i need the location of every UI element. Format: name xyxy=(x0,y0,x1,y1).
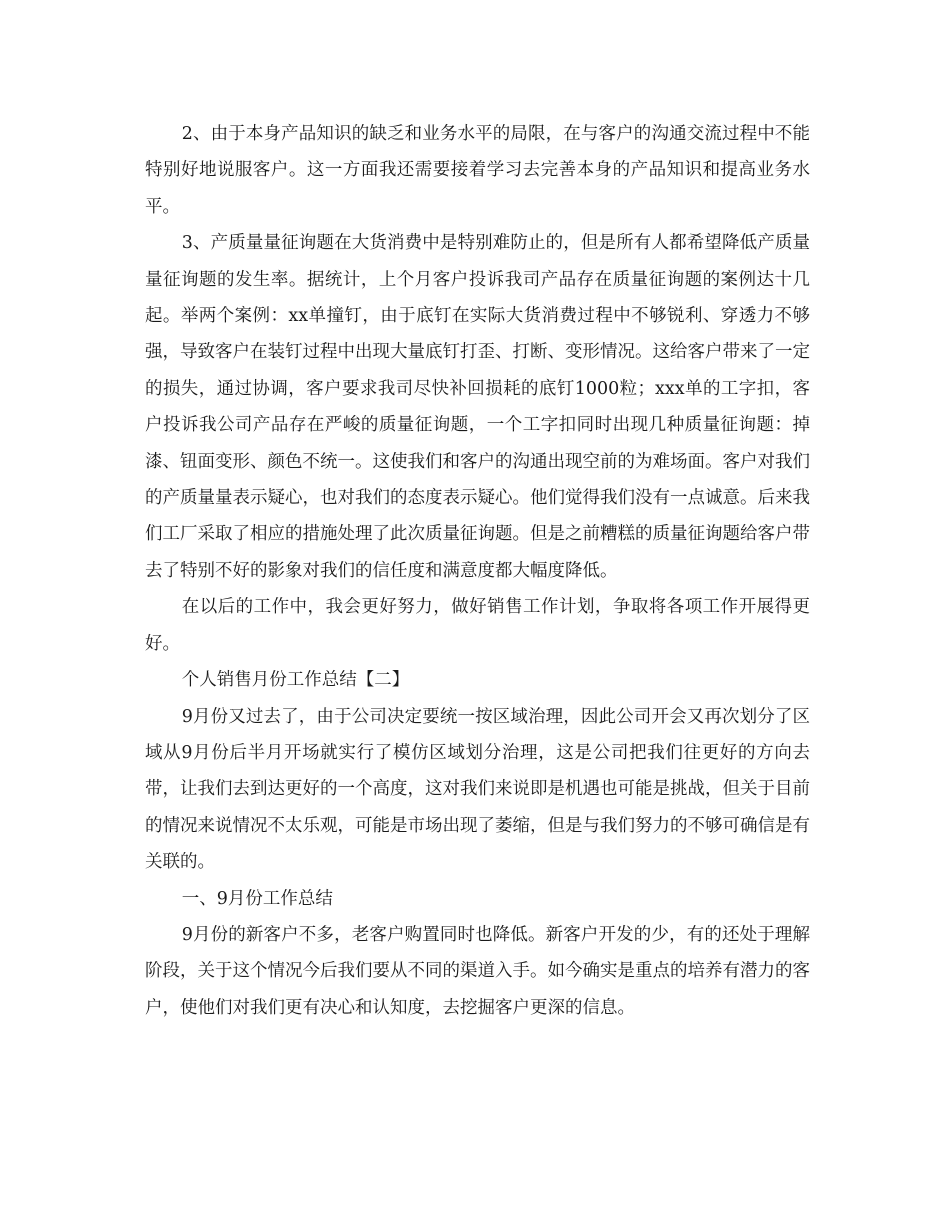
paragraph-future-work: 在以后的工作中，我会更好努力，做好销售工作计划，争取将各项工作开展得更好。 xyxy=(145,597,810,654)
paragraph-september-intro: 9月份又过去了，由于公司决定要统一按区域治理，因此公司开会又再次划分了区域从9月份后半月开场就实行了模仿区域划分治理，这是公司把我们往更好的方向去带，让我们去到达更好的一个高度，这对我们来说即是机遇也可能是挑战，但关于目前的情况来说情况不太乐观，可能是市场出现了萎缩，但是与我们努力的不够可确信是有关联的。 xyxy=(145,706,810,873)
subheading-september-summary: 一、9月份工作总结 xyxy=(181,888,333,909)
section-title: 个人销售月份工作总结【二】 xyxy=(181,670,410,691)
paragraph-point-3: 3、产质量量征询题在大货消费中是特别难防止的，但是所有人都希望降低产质量量征询题的发生率。据统计，上个月客户投诉我司产品存在质量征询题的案例达十几起。举两个案例：xx单撞钉，由于底钉在实际大货消费过程中不够锐利、穿透力不够强，导致客户在装钉过程中出现大量底钉打歪、打断、变形情况。这给客户带来了一定的损失，通过协调，客户要求我司尽快补回损耗的底钉1000粒；xxx单的工字扣，客户投诉我公司产品存在严峻的质量征询题，一个工字扣同时出现几种质量征询题：掉漆、钮面变形、颜色不统一。这使我们和客户的沟通出现空前的为难场面。客户对我们的产质量量表示疑心，也对我们的态度表示疑心。他们觉得我们没有一点诚意。后来我们工厂采取了相应的措施处理了此次质量征询题。但是之前糟糕的质量征询题给客户带去了特别不好的影象对我们的信任度和满意度都大幅度降低。 xyxy=(145,233,810,581)
document-body xyxy=(145,116,810,1026)
paragraph-point-2: 2、由于本身产品知识的缺乏和业务水平的局限，在与客户的沟通交流过程中不能特别好地说服客户。这一方面我还需要接着学习去完善本身的产品知识和提高业务水平。 xyxy=(145,124,810,217)
paragraph-september-customers: 9月份的新客户不多，老客户购置同时也降低。新客户开发的少，有的还处于理解阶段，关于这个情况今后我们要从不同的渠道入手。如今确实是重点的培养有潜力的客户，使他们对我们更有决心和认知度，去挖掘客户更深的信息。 xyxy=(145,924,810,1018)
